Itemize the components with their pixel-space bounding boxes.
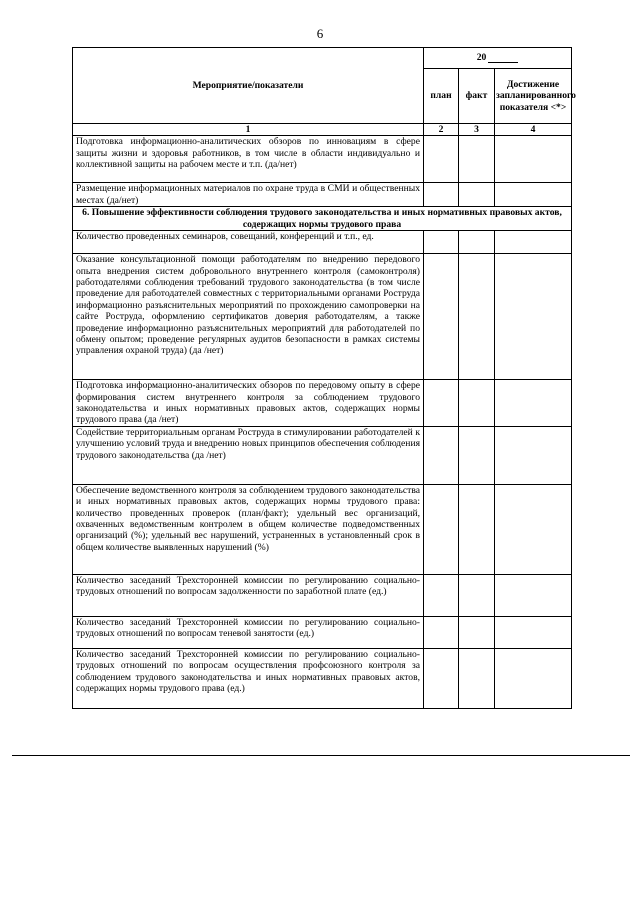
table-row (73, 231, 572, 254)
column-number: 4 (495, 124, 572, 136)
measure-text: Количество заседаний Трехсторонней комиссии по регулированию социально-трудовых отношений по вопросам задолженности по заработной плате (ед.) (73, 574, 424, 616)
table-row (73, 380, 572, 427)
table-row (73, 426, 572, 484)
fact-cell[interactable] (459, 136, 495, 183)
section-title: 6. Повышение эффективности соблюдения трудового законодательства и иных нормативных правовых актов, содержащих нормы трудового права (73, 207, 572, 231)
measure-text: Оказание консультационной помощи работодателям по внедрению передового опыта внедрения систем добровольного внутреннего контроля (самоконтроля) работодателями соблюдения требований трудового законодательства (в том числе проведение для работодателей совместных с территориальными органами Роструда информационно разъяснительных мероприятий по прохождению самопроверки на сайте Роструда, оформлению сертификатов доверия работодателям, а также проведение информационно разъяснительных мероприятий для работодателей по обмену опытом; проведение регулярных аудитов безопасности в рамках системы управления охраной труда) (да /нет) (73, 254, 424, 380)
table-row (73, 648, 572, 708)
page-number: 6 (316, 26, 324, 41)
achievement-cell[interactable] (495, 254, 572, 380)
table-row (73, 254, 572, 380)
plan-cell[interactable] (424, 254, 459, 380)
achievement-cell[interactable] (495, 136, 572, 183)
achievement-cell[interactable] (495, 231, 572, 254)
measure-text: Количество проведенных семинаров, совещаний, конференций и т.п., ед. (73, 231, 424, 254)
plan-cell[interactable] (424, 136, 459, 183)
achievement-cell[interactable] (495, 616, 572, 648)
table-row (73, 183, 572, 207)
measure-text: Размещение информационных материалов по охране труда в СМИ и общественных местах (да/нет) (73, 183, 424, 207)
plan-cell[interactable] (424, 648, 459, 708)
fact-cell[interactable] (459, 648, 495, 708)
measure-text: Подготовка информационно-аналитических обзоров по передовому опыту в сфере формирования систем внутреннего контроля за соблюдением трудового законодательства и иных нормативных правовых актов, содержащих нормы трудового права (да /нет) (73, 380, 424, 427)
table-row (73, 616, 572, 648)
achievement-cell[interactable] (495, 648, 572, 708)
fact-header: факт (459, 69, 495, 124)
column-number: 1 (73, 124, 424, 136)
year-header (424, 48, 572, 69)
fact-cell[interactable] (459, 183, 495, 207)
footer-divider (12, 755, 630, 756)
achievement-header: Достижение запланированного показателя <*> (495, 69, 572, 124)
fact-cell[interactable] (459, 574, 495, 616)
plan-cell[interactable] (424, 574, 459, 616)
fact-cell[interactable] (459, 231, 495, 254)
measures-table (72, 47, 576, 709)
achievement-cell[interactable] (495, 183, 572, 207)
section-row (73, 207, 572, 231)
column-number: 3 (459, 124, 495, 136)
plan-cell[interactable] (424, 183, 459, 207)
table-row (73, 484, 572, 574)
year-blank (488, 53, 518, 63)
column-number: 2 (424, 124, 459, 136)
achievement-cell[interactable] (495, 380, 572, 427)
achievement-cell[interactable] (495, 484, 572, 574)
fact-cell[interactable] (459, 616, 495, 648)
plan-cell[interactable] (424, 484, 459, 574)
measures-header: Мероприятие/показатели (73, 48, 424, 124)
fact-cell[interactable] (459, 484, 495, 574)
measure-text: Количество заседаний Трехсторонней комиссии по регулированию социально-трудовых отношений по вопросам осуществления профсоюзного контроля за соблюдением трудового законодательства и иных нормативных правовых актов, содержащих нормы трудового права (ед.) (73, 648, 424, 708)
fact-cell[interactable] (459, 380, 495, 427)
fact-cell[interactable] (459, 426, 495, 484)
plan-header: план (424, 69, 459, 124)
achievement-cell[interactable] (495, 426, 572, 484)
measure-text: Количество заседаний Трехсторонней комиссии по регулированию социально-трудовых отношений по вопросам теневой занятости (ед.) (73, 616, 424, 648)
measure-text: Содействие территориальным органам Роструда в стимулировании работодателей к улучшению условий труда и внедрению новых принципов обеспечения соблюдения трудового законодательства (да /нет) (73, 426, 424, 484)
plan-cell[interactable] (424, 231, 459, 254)
achievement-cell[interactable] (495, 574, 572, 616)
header-row (73, 48, 572, 69)
table-row (73, 574, 572, 616)
table-row (73, 136, 572, 183)
year-prefix: 20 (476, 52, 487, 63)
plan-cell[interactable] (424, 426, 459, 484)
fact-cell[interactable] (459, 254, 495, 380)
measure-text: Подготовка информационно-аналитических обзоров по инновациям в сфере защиты жизни и здоровья работников, в том числе в области индивидуально и коллективной защиты на рабочем месте и т.п. (да/нет) (73, 136, 424, 183)
plan-cell[interactable] (424, 380, 459, 427)
plan-cell[interactable] (424, 616, 459, 648)
column-numbers-row (73, 124, 572, 136)
measure-text: Обеспечение ведомственного контроля за соблюдением трудового законодательства и иных нормативных правовых актов, содержащих нормы трудового права: количество проведенных проверок (план/факт); удельный вес организаций, охваченных ведомственным контролем в общем количестве подведомственных организаций (%); удельный вес нарушений, устраненных в установленный срок в общем количестве выявленных нарушений (%) (73, 484, 424, 574)
